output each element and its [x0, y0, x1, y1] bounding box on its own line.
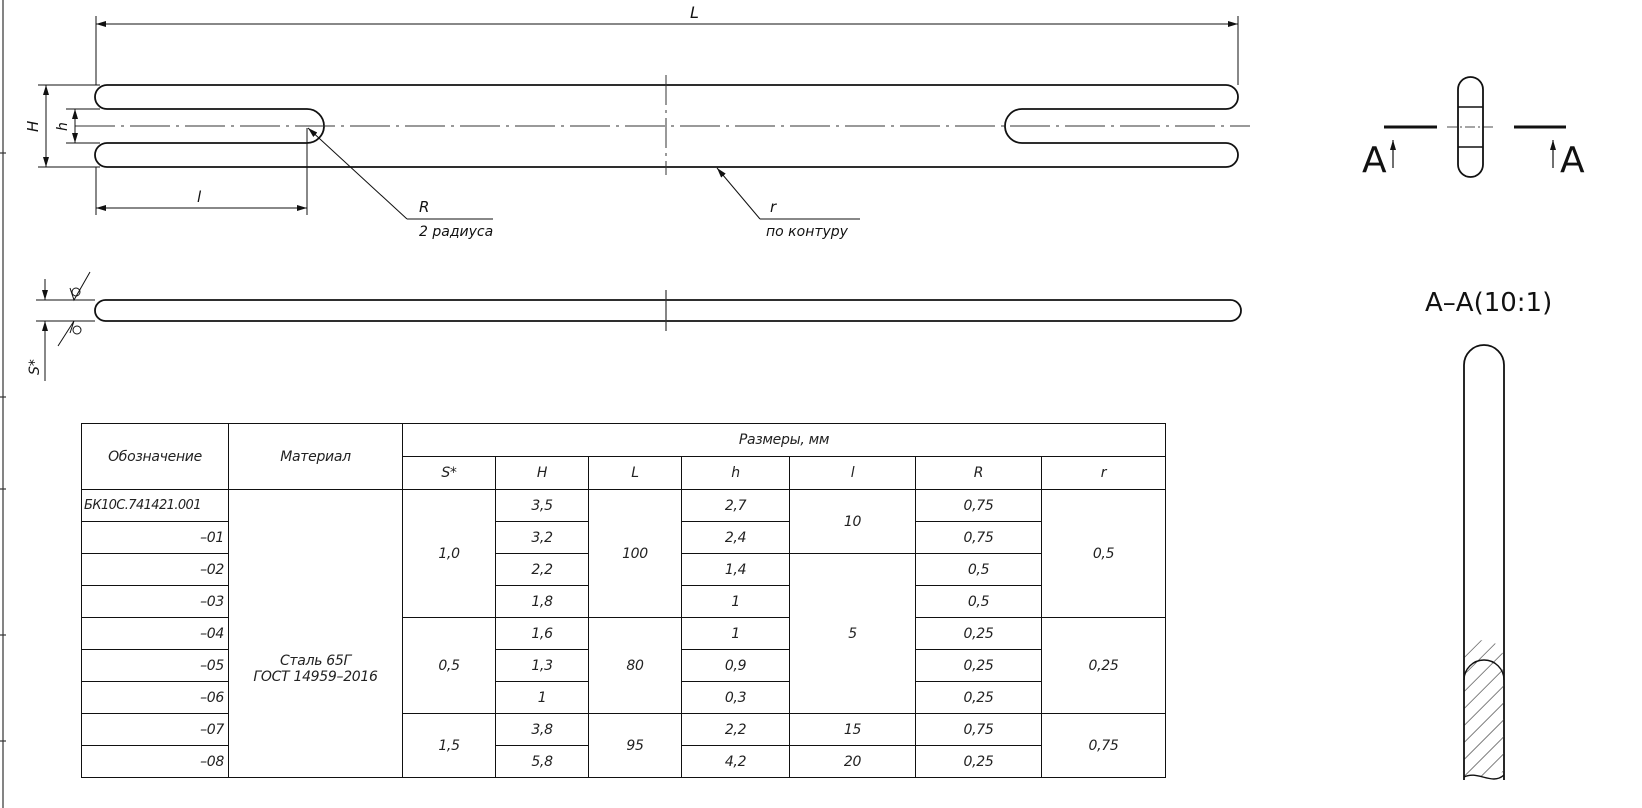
h-cell: 1: [682, 586, 790, 618]
R-cell: 0,75: [916, 714, 1042, 746]
designation-cell: –08: [82, 746, 229, 778]
R-cell: 0,5: [916, 586, 1042, 618]
R-cell: 0,25: [916, 682, 1042, 714]
R-cell: 0,25: [916, 746, 1042, 778]
callout-r-note: по контуру: [766, 224, 848, 240]
material-line-2: ГОСТ 14959–2016: [253, 668, 378, 685]
r-cell: 0,25: [1042, 618, 1166, 714]
specification-table: [81, 423, 1166, 778]
designation-cell: БК10С.741421.001: [82, 490, 229, 522]
dimension-l-label: l: [197, 188, 202, 206]
r-cell: 0,5: [1042, 490, 1166, 618]
material-cell: [229, 490, 403, 778]
section-cut-marker: [1384, 77, 1566, 177]
section-detail: [1464, 345, 1504, 780]
h-cell: 2,2: [682, 714, 790, 746]
designation-cell: –06: [82, 682, 229, 714]
dimension-h-label: h: [55, 122, 71, 131]
h-cell: 1: [682, 618, 790, 650]
section-title: A–A(10:1): [1425, 288, 1553, 318]
header-col-l: l: [790, 457, 916, 490]
h-cell: 1,4: [682, 554, 790, 586]
designation-cell: –05: [82, 650, 229, 682]
h-cell: 2,4: [682, 522, 790, 554]
designation-cell: –01: [82, 522, 229, 554]
S-cell: 1,0: [403, 490, 496, 618]
material-line-1: Сталь 65Г: [279, 652, 352, 669]
header-col-S: S*: [403, 457, 496, 490]
h-cell: 4,2: [682, 746, 790, 778]
dimension-L-label: L: [690, 3, 699, 22]
header-col-r: r: [1042, 457, 1166, 490]
h-cell: 0,9: [682, 650, 790, 682]
l-cell: 15: [790, 714, 916, 746]
dimension-l: [96, 128, 307, 215]
callout-R-label: R: [419, 198, 430, 216]
h-cell: 0,3: [682, 682, 790, 714]
L-cell: 100: [589, 490, 682, 618]
L-cell: 80: [589, 618, 682, 714]
header-col-R: R: [916, 457, 1042, 490]
H-cell: 3,5: [496, 490, 589, 522]
header-col-L: L: [589, 457, 682, 490]
designation-cell: –07: [82, 714, 229, 746]
h-cell: 2,7: [682, 490, 790, 522]
R-cell: 0,25: [916, 618, 1042, 650]
header-material: Материал: [229, 424, 403, 490]
R-cell: 0,5: [916, 554, 1042, 586]
H-cell: 3,2: [496, 522, 589, 554]
header-col-H: H: [496, 457, 589, 490]
R-cell: 0,75: [916, 522, 1042, 554]
H-cell: 1,6: [496, 618, 589, 650]
callout-R: [308, 128, 493, 219]
l-cell: 5: [790, 554, 916, 714]
dimension-S: [36, 272, 95, 381]
H-cell: 5,8: [496, 746, 589, 778]
designation-cell: –04: [82, 618, 229, 650]
l-cell: 10: [790, 490, 916, 554]
H-cell: 1: [496, 682, 589, 714]
H-cell: 1,8: [496, 586, 589, 618]
l-cell: 20: [790, 746, 916, 778]
section-mark-right: A: [1560, 140, 1585, 181]
header-designation: Обозначение: [82, 424, 229, 490]
H-cell: 1,3: [496, 650, 589, 682]
S-cell: 0,5: [403, 618, 496, 714]
dimension-H-label: H: [24, 120, 42, 132]
dimension-S-label: S*: [27, 359, 43, 375]
header-dimensions: Размеры, мм: [403, 424, 1166, 457]
R-cell: 0,25: [916, 650, 1042, 682]
table-row: [82, 490, 1166, 522]
L-cell: 95: [589, 714, 682, 778]
R-cell: 0,75: [916, 490, 1042, 522]
r-cell: 0,75: [1042, 714, 1166, 778]
designation-cell: –03: [82, 586, 229, 618]
callout-r: [717, 168, 860, 219]
header-col-h: h: [682, 457, 790, 490]
callout-R-note: 2 радиуса: [419, 224, 494, 240]
H-cell: 2,2: [496, 554, 589, 586]
section-mark-left: A: [1362, 140, 1387, 181]
designation-cell: –02: [82, 554, 229, 586]
H-cell: 3,8: [496, 714, 589, 746]
callout-r-label: r: [770, 198, 777, 216]
side-view-strip: [95, 300, 1241, 321]
S-cell: 1,5: [403, 714, 496, 778]
dimension-L: [96, 16, 1238, 85]
